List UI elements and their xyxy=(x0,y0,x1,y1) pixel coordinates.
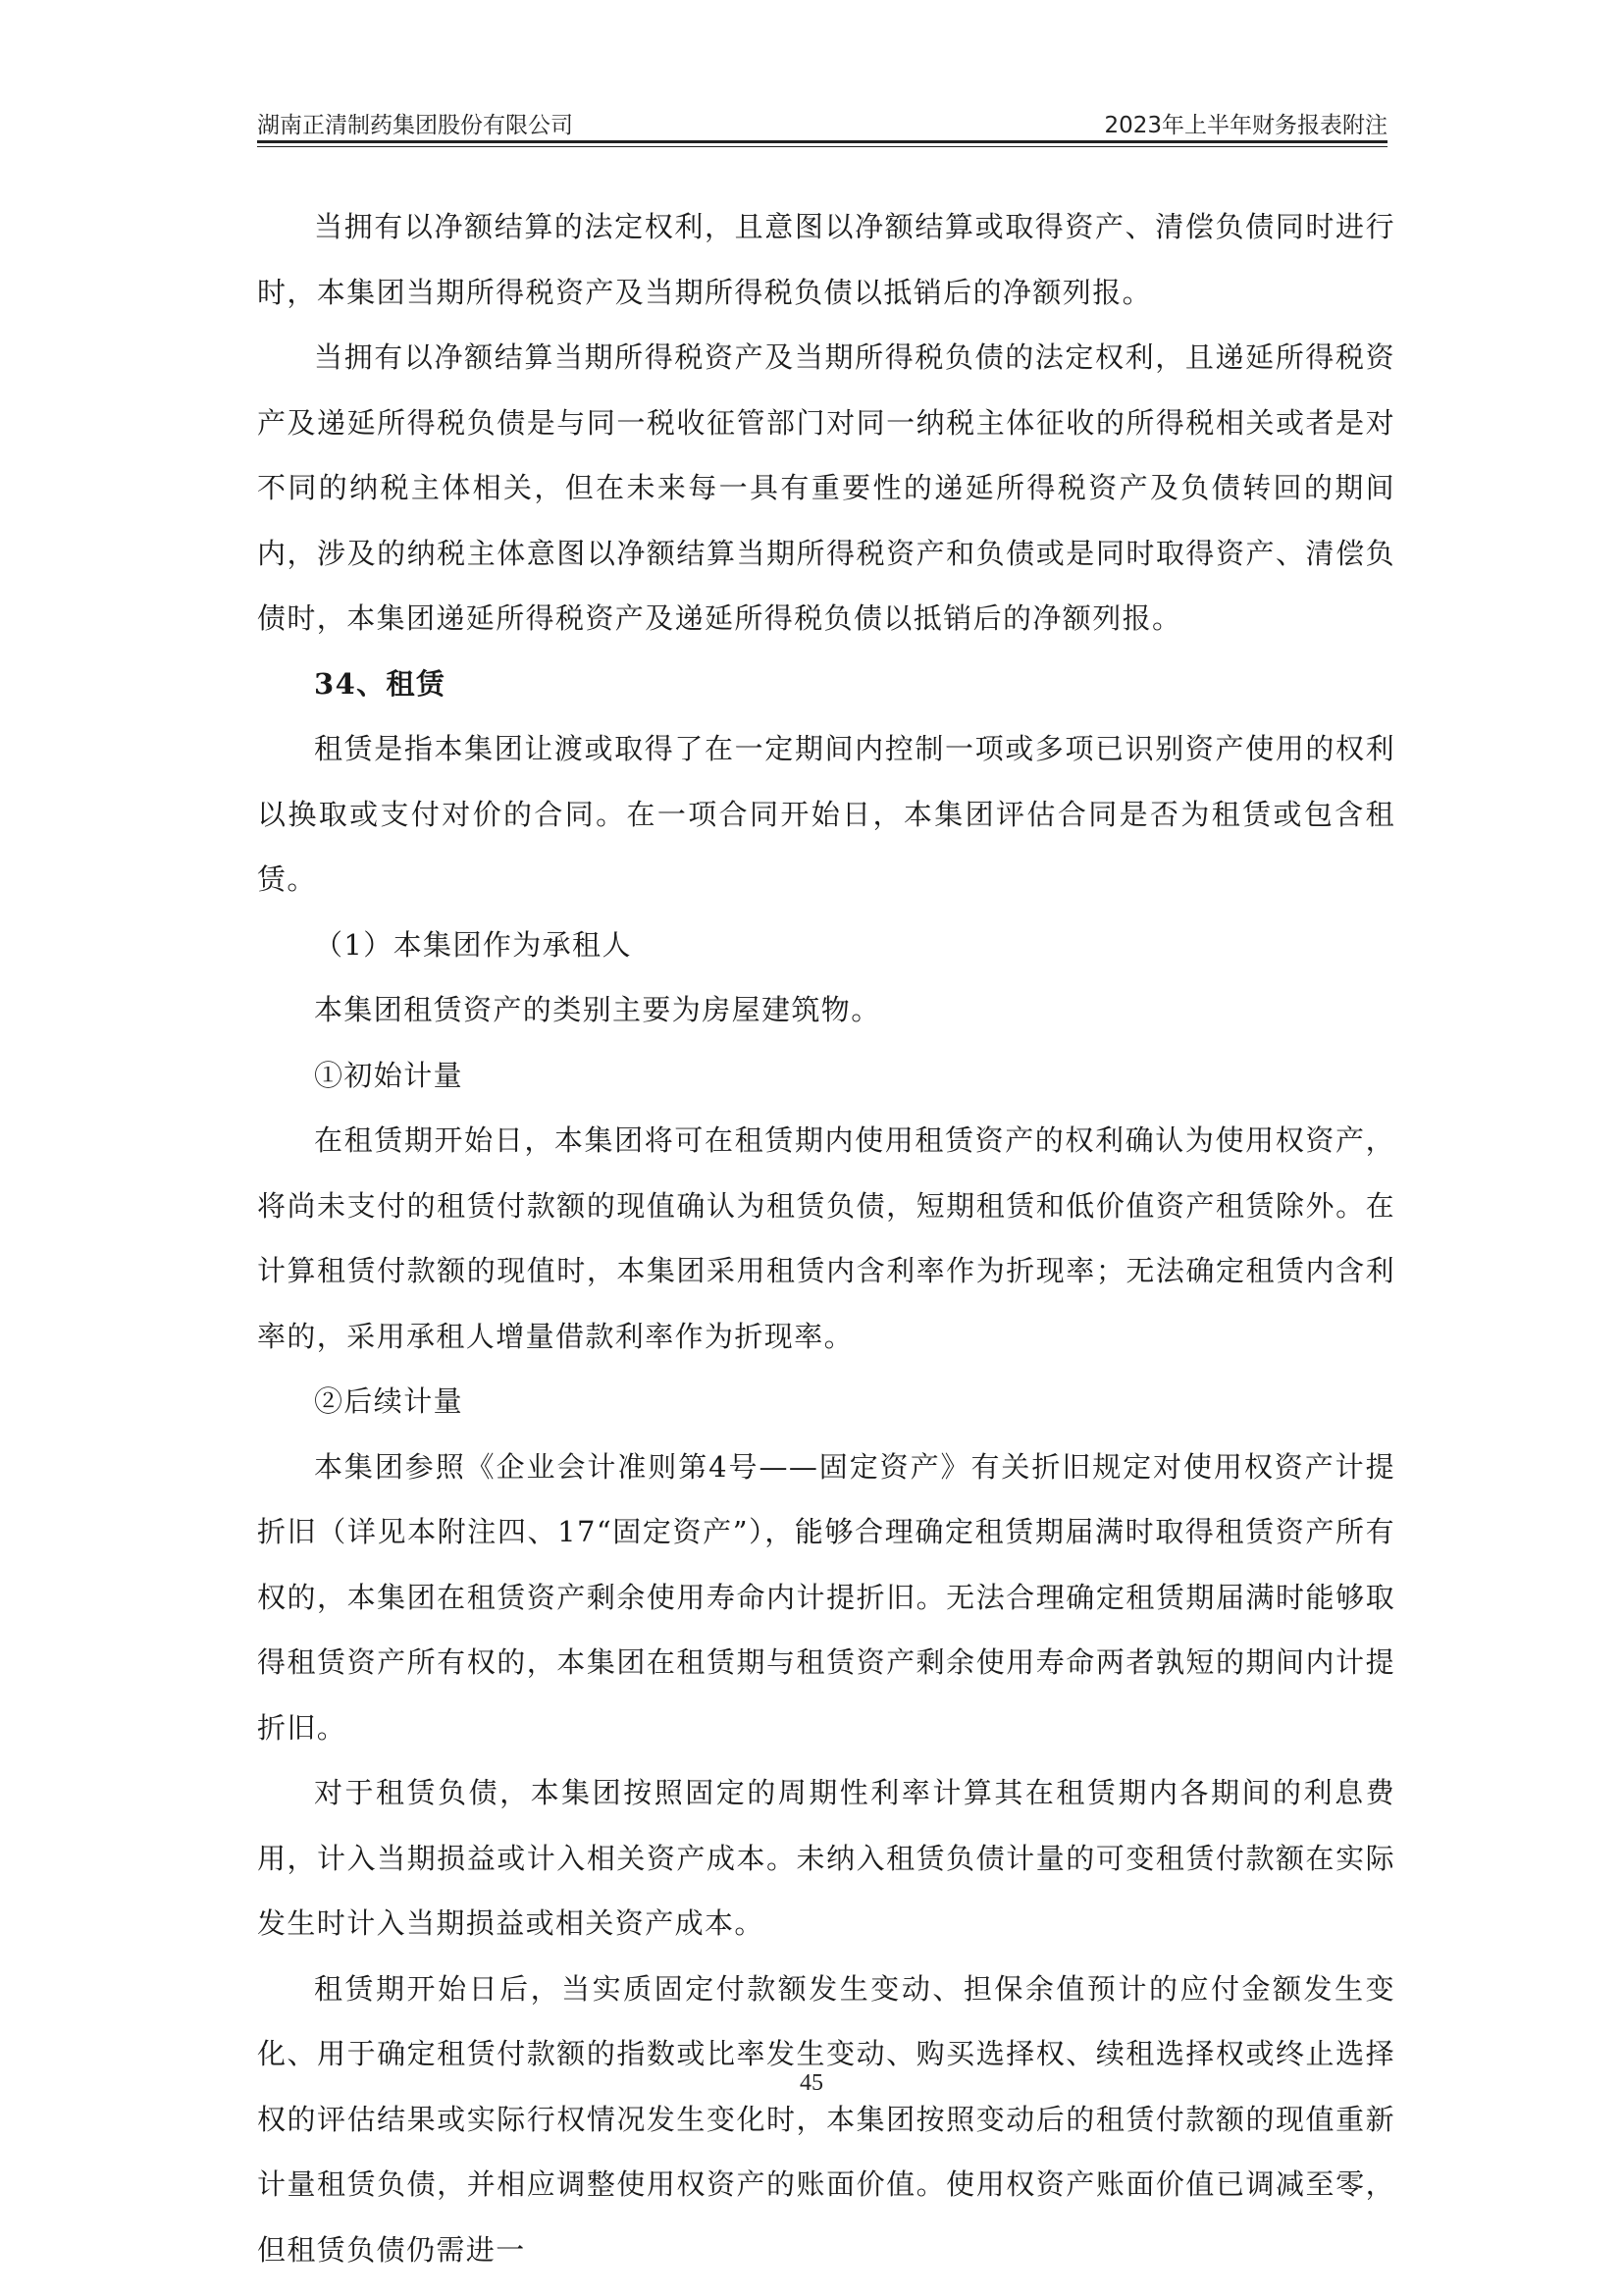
paragraph: 对于租赁负债，本集团按照固定的周期性利率计算其在租赁期内各期间的利息费用，计入当期损益或计入相关资产成本。未纳入租赁负债计量的可变租赁付款额在实际发生时计入当期损益或相关资产成本。 xyxy=(257,1776,1395,1940)
page-header xyxy=(257,100,1387,139)
company-name: 湖南正清制药集团股份有限公司 xyxy=(257,113,573,138)
paragraph: 本集团参照《企业会计准则第4号——固定资产》有关折旧规定对使用权资产计提折旧（详见本附注四、17“固定资产”），能够合理确定租赁期届满时取得租赁资产所有权的，本集团在租赁资产剩余使用寿命内计提折旧。无法合理确定租赁期届满时能够取得租赁资产所有权的，本集团在租赁期与租赁资产剩余使用寿命两者孰短的期间内计提折旧。 xyxy=(257,1449,1395,1745)
paragraph: 当拥有以净额结算的法定权利，且意图以净额结算或取得资产、清偿负债同时进行时，本集团当期所得税资产及当期所得税负债以抵销后的净额列报。 xyxy=(257,210,1395,309)
paragraph: 在租赁期开始日，本集团将可在租赁期内使用租赁资产的权利确认为使用权资产，将尚未支付的租赁付款额的现值确认为租赁负债，短期租赁和低价值资产租赁除外。在计算租赁付款额的现值时，本集团采用租赁内含利率作为折现率；无法确定租赁内含利率的，采用承租人增量借款利率作为折现率。 xyxy=(257,1123,1395,1353)
section-heading: 34、租赁 xyxy=(314,666,446,701)
paragraph: 本集团租赁资产的类别主要为房屋建筑物。 xyxy=(314,993,881,1026)
item-heading: ②后续计量 xyxy=(314,1384,464,1418)
header-rule xyxy=(257,140,1387,143)
paragraph: 当拥有以净额结算当期所得税资产及当期所得税负债的法定权利，且递延所得税资产及递延所得税负债是与同一税收征管部门对同一纳税主体征收的所得税相关或者是对不同的纳税主体相关，但在未来每一具有重要性的递延所得税资产及负债转回的期间内，涉及的纳税主体意图以净额结算当期所得税资产和负债或是同时取得资产、清偿负债时，本集团递延所得税资产及递延所得税负债以抵销后的净额列报。 xyxy=(257,340,1395,635)
item-heading: ①初始计量 xyxy=(314,1058,464,1092)
header-rule-thin xyxy=(257,146,1387,147)
paragraph: 租赁期开始日后，当实质固定付款额发生变动、担保余值预计的应付金额发生变化、用于确定租赁付款额的指数或比率发生变动、购买选择权、续租选择权或终止选择权的评估结果或实际行权情况发生变化时，本集团按照变动后的租赁付款额的现值重新计量租赁负债，并相应调整使用权资产的账面价值。使用权资产账面价值已调减至零，但租赁负债仍需进一 xyxy=(257,1971,1395,2267)
document-body xyxy=(257,194,1395,2282)
page-number: 45 xyxy=(800,2070,823,2096)
report-title: 2023年上半年财务报表附注 xyxy=(1104,113,1387,138)
subsection-heading: （1）本集团作为承租人 xyxy=(314,927,632,962)
paragraph: 租赁是指本集团让渡或取得了在一定期间内控制一项或多项已识别资产使用的权利以换取或支付对价的合同。在一项合同开始日，本集团评估合同是否为租赁或包含租赁。 xyxy=(257,732,1395,896)
